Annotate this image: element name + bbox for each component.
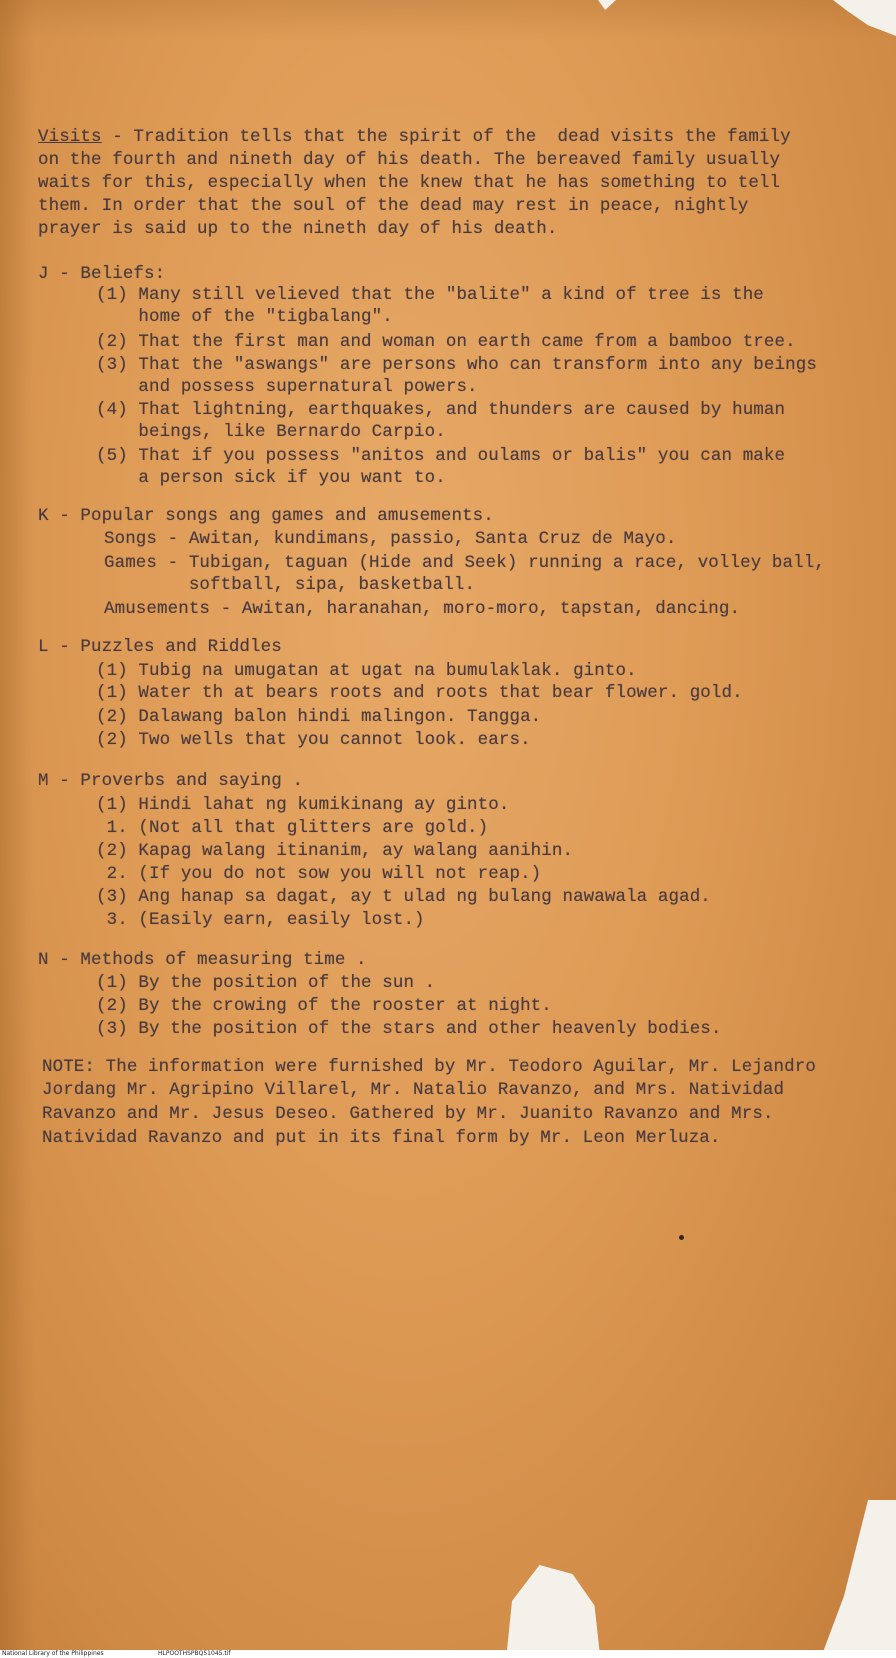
time-line: (1) By the position of the sun . <box>96 973 436 993</box>
torn-hole-bottom <box>490 1565 600 1650</box>
riddles-heading: L - Puzzles and Riddles <box>38 637 282 657</box>
proverb-line: 1. (Not all that glitters are gold.) <box>96 818 489 838</box>
proverbs-heading: M - Proverbs and saying . <box>38 771 304 791</box>
ink-speck <box>679 1235 684 1240</box>
songs-heading: K - Popular songs ang games and amusements. <box>38 506 494 526</box>
belief-line: (5) That if you possess "anitos and oulams or balis" you can make <box>96 446 786 466</box>
visits-line: waits for this, especially when the knew that he has something to tell <box>38 173 781 193</box>
page-shadow-top <box>0 0 896 40</box>
belief-line: (2) That the first man and woman on earth came from a bamboo tree. <box>96 332 796 352</box>
games-line: softball, sipa, basketball. <box>104 575 476 595</box>
footer-library: National Library of the Philippines <box>2 1650 104 1657</box>
torn-corner-bottom-right <box>820 1500 896 1650</box>
belief-line: home of the "tigbalang". <box>96 307 393 327</box>
belief-line: (4) That lightning, earthquakes, and thunders are caused by human <box>96 400 786 420</box>
note-line: Jordang Mr. Agripino Villarel, Mr. Natalio Ravanzo, and Mrs. Natividad <box>42 1080 785 1100</box>
belief-line: beings, like Bernardo Carpio. <box>96 422 446 442</box>
footer-file-id: HLPOOTHSPBQ51045.tif <box>158 1650 231 1657</box>
scan-footer <box>0 1650 896 1658</box>
songs-line: Songs - Awitan, kundimans, passio, Santa Cruz de Mayo. <box>104 529 677 549</box>
riddle-line: (1) Water th at bears roots and roots that bear flower. gold. <box>96 683 743 703</box>
games-line: Games - Tubigan, taguan (Hide and Seek) running a race, volley ball, <box>104 553 825 573</box>
riddle-line: (2) Two wells that you cannot look. ears. <box>96 730 531 750</box>
riddle-line: (2) Dalawang balon hindi malingon. Tangga. <box>96 707 542 727</box>
belief-line: (1) Many still velieved that the "balite" a kind of tree is the <box>96 285 764 305</box>
visits-line-1 <box>38 126 791 149</box>
time-line: (2) By the crowing of the rooster at night. <box>96 996 552 1016</box>
time-heading: N - Methods of measuring time . <box>38 950 367 970</box>
beliefs-heading: J - Beliefs: <box>38 264 166 284</box>
belief-line: a person sick if you want to. <box>96 468 446 488</box>
belief-line: and possess supernatural powers. <box>96 377 478 397</box>
proverb-line: (3) Ang hanap sa dagat, ay t ulad ng bulang nawawala agad. <box>96 887 711 907</box>
page-shadow-left <box>0 0 34 1650</box>
visits-text: - Tradition tells that the spirit of the dead visits the family <box>101 127 791 147</box>
amusements-line: Amusements - Awitan, haranahan, moro-moro, tapstan, dancing. <box>104 599 741 619</box>
proverb-line: 2. (If you do not sow you will not reap.) <box>96 864 542 884</box>
note-line: Natividad Ravanzo and put in its final form by Mr. Leon Merluza. <box>42 1128 721 1148</box>
visits-line: on the fourth and nineth day of his death. The bereaved family usually <box>38 150 781 170</box>
visits-line: them. In order that the soul of the dead may rest in peace, nightly <box>38 196 749 216</box>
belief-line: (3) That the "aswangs" are persons who can transform into any beings <box>96 355 817 375</box>
proverb-line: (1) Hindi lahat ng kumikinang ay ginto. <box>96 795 510 815</box>
note-line: NOTE: The information were furnished by Mr. Teodoro Aguilar, Mr. Lejandro <box>42 1057 816 1077</box>
proverb-line: (2) Kapag walang itinanim, ay walang aanihin. <box>96 841 574 861</box>
time-line: (3) By the position of the stars and other heavenly bodies. <box>96 1019 722 1039</box>
visits-label: Visits <box>38 127 102 147</box>
visits-line: prayer is said up to the nineth day of his death. <box>38 219 558 239</box>
riddle-line: (1) Tubig na umugatan at ugat na bumulaklak. ginto. <box>96 661 637 681</box>
note-line: Ravanzo and Mr. Jesus Deseo. Gathered by Mr. Juanito Ravanzo and Mrs. <box>42 1104 774 1124</box>
proverb-line: 3. (Easily earn, easily lost.) <box>96 910 425 930</box>
